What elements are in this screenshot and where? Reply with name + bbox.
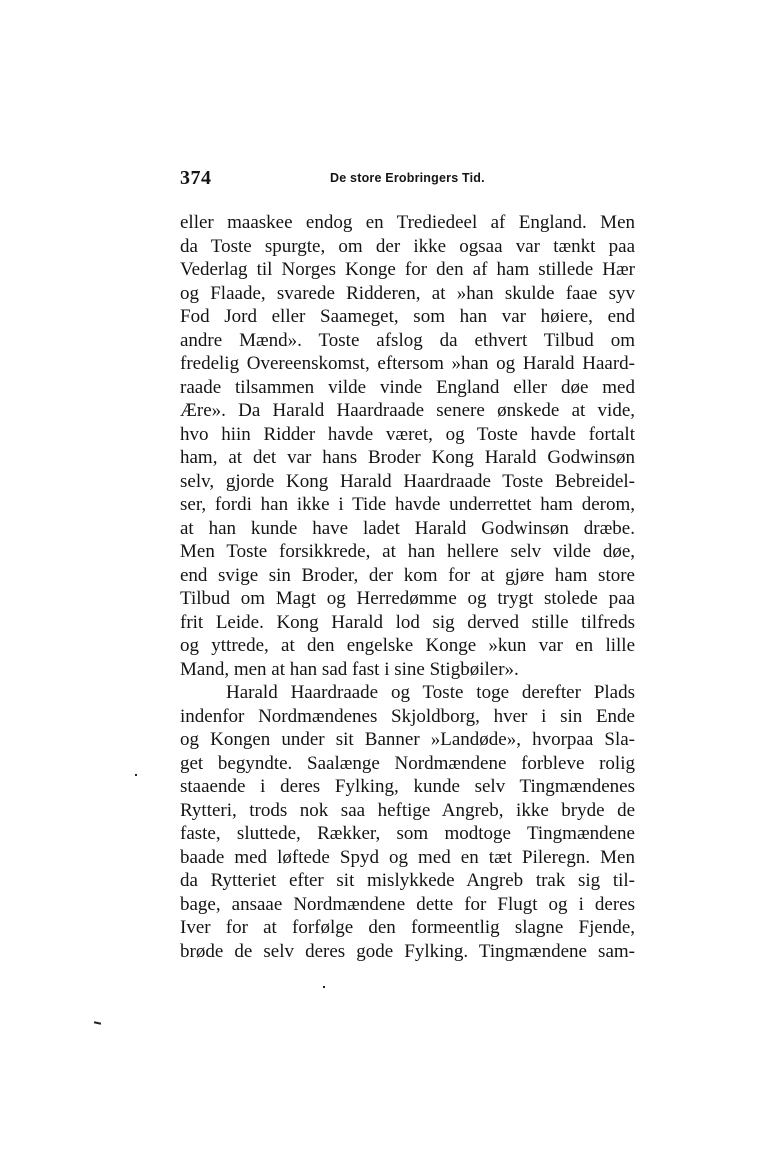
text-line: frit Leide. Kong Harald lod sig derved stille tilfreds <box>180 611 635 633</box>
scan-speck-mark <box>94 1021 101 1024</box>
text-line: Fod Jord eller Saameget, som han var høiere, end <box>180 306 635 327</box>
text-line: Iver for at forfølge den formeentlig slagne Fjende, <box>180 917 635 938</box>
scan-speck-mark <box>135 774 137 776</box>
text-line: Harald Haardraade og Toste toge derefter Plads <box>226 682 635 703</box>
paragraph-2 <box>180 681 635 963</box>
text-line: bage, ansaae Nordmændene dette for Flugt og i deres <box>180 893 635 915</box>
text-line: raade tilsammen vilde vinde England eller døe med <box>180 376 635 398</box>
text-line: Ære». Da Harald Haardraade senere ønskede at vide, <box>180 400 635 421</box>
text-line: get begyndte. Saalænge Nordmændene forbleve rolig <box>180 752 635 774</box>
text-line: hvo hiin Ridder havde været, og Toste havde fortalt <box>180 423 635 445</box>
text-line: Tilbud om Magt og Herredømme og trygt stolede paa <box>180 588 635 609</box>
text-line: staaende i deres Fylking, kunde selv Tingmændenes <box>180 776 635 797</box>
page-header <box>180 167 635 191</box>
running-title: De store Erobringers Tid. <box>330 171 485 185</box>
text-line: selv, gjorde Kong Harald Haardraade Toste Bebreidel- <box>180 470 635 492</box>
text-line: faste, sluttede, Rækker, som modtoge Tingmændene <box>180 823 635 844</box>
text-line: ser, fordi han ikke i Tide havde underrettet ham derom, <box>180 494 635 515</box>
text-line: og yttrede, at den engelske Konge »kun var en lille <box>180 635 635 656</box>
text-line: da Rytteriet efter sit mislykkede Angreb trak sig til- <box>180 870 635 891</box>
text-line: indenfor Nordmændenes Skjoldborg, hver i sin Ende <box>180 705 635 727</box>
text-line: ham, at det var hans Broder Kong Harald Godwinsøn <box>180 447 635 468</box>
paragraph-1 <box>180 211 635 681</box>
body-text <box>180 211 635 963</box>
text-line: Mand, men at han sad fast i sine Stigbøiler». <box>180 658 519 680</box>
text-line: at han kunde have ladet Harald Godwinsøn dræbe. <box>180 517 635 539</box>
text-line: Men Toste forsikkrede, at han hellere selv vilde døe, <box>180 541 635 562</box>
text-line: andre Mænd». Toste afslog da ethvert Tilbud om <box>180 329 635 351</box>
text-line: og Flaade, svarede Ridderen, at »han skulde faae syv <box>180 282 635 304</box>
text-line: eller maaskee endog en Trediedeel af England. Men <box>180 212 635 233</box>
text-line: brøde de selv deres gode Fylking. Tingmændene sam- <box>180 940 635 962</box>
text-line: da Toste spurgte, om der ikke ogsaa var tænkt paa <box>180 235 635 257</box>
text-line: Rytteri, trods nok saa heftige Angreb, ikke bryde de <box>180 799 635 821</box>
scan-speck-mark <box>323 986 325 988</box>
text-line: Vederlag til Norges Konge for den af ham stillede Hær <box>180 259 635 280</box>
page-number: 374 <box>180 167 212 189</box>
text-line: end svige sin Broder, der kom for at gjøre ham store <box>180 564 635 586</box>
text-line: fredelig Overeenskomst, eftersom »han og Harald Haard- <box>180 353 635 374</box>
text-line: og Kongen under sit Banner »Landøde», hvorpaa Sla- <box>180 729 635 750</box>
text-line: baade med løftede Spyd og med en tæt Pileregn. Men <box>180 846 635 868</box>
